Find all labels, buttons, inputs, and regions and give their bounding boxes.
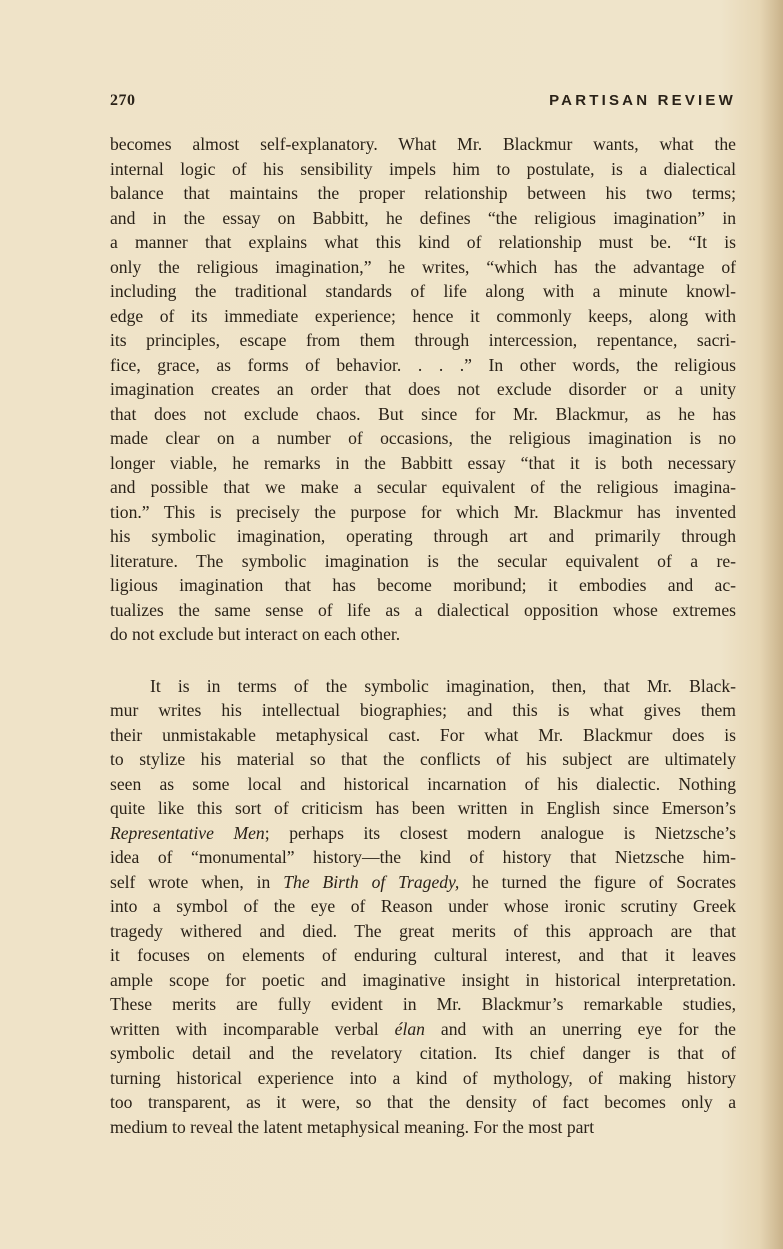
text-segment: imagination creates an order that does not exclude disorder or a unity [110, 379, 736, 399]
text-line [110, 747, 736, 772]
text-segment: mur writes his intellectual biographies; and this is what gives them [110, 700, 736, 720]
text-segment: and with an unerring eye for the [424, 1018, 736, 1039]
text-segment: too transparent, as it were, so that the density of fact becomes only a [110, 1092, 736, 1112]
text-segment: tion.” This is precisely the purpose for which Mr. Blackmur has invented [110, 501, 736, 522]
text-segment: to stylize his material so that the conflicts of his subject are ultimately [110, 749, 736, 769]
text-line [110, 181, 736, 206]
text-line [110, 796, 736, 821]
text-segment: fice, grace, as forms of behavior. . . .” In other words, the religious [110, 354, 736, 375]
text-segment: ample scope for poetic and imaginative insight in historical interpretation. [110, 969, 736, 990]
italic-title: élan [394, 1018, 425, 1039]
text-segment: it focuses on elements of enduring cultural interest, and that it leaves [110, 945, 736, 965]
text-line [110, 870, 736, 895]
text-line [110, 1041, 736, 1066]
paragraph-gap [110, 647, 736, 674]
text-segment: self wrote when, in [110, 871, 284, 892]
text-line [110, 622, 736, 647]
text-segment: It is in terms of the symbolic imagination, then, that Mr. Black- [150, 675, 736, 696]
text-line [110, 353, 736, 378]
text-line [110, 132, 736, 157]
text-line [110, 304, 736, 329]
text-line [110, 573, 736, 598]
text-line [110, 524, 736, 549]
text-segment: do not exclude but interact on each other. [110, 624, 401, 644]
text-segment: These merits are fully evident in Mr. Blackmur’s remarkable studies, [110, 994, 736, 1014]
text-segment: its principles, escape from them through intercession, repentance, sacri- [110, 330, 736, 350]
text-line [110, 230, 736, 255]
text-line [110, 206, 736, 231]
text-line [110, 328, 736, 353]
text-line [110, 968, 736, 993]
text-segment: into a symbol of the eye of Reason under whose ironic scrutiny Greek [110, 896, 736, 916]
text-segment: quite like this sort of criticism has been written in English since Emerson’s [110, 798, 736, 818]
text-segment: balance that maintains the proper relationship between his two terms; [110, 183, 736, 203]
text-line [110, 549, 736, 574]
text-segment: ; perhaps its closest modern analogue is Nietzsche’s [264, 822, 736, 843]
text-segment: he turned the figure of Socrates [459, 871, 736, 892]
text-line [110, 772, 736, 797]
text-segment: literature. The symbolic imagination is the secular equivalent of a re- [110, 550, 736, 571]
text-line [110, 426, 736, 451]
text-segment: and in the essay on Babbitt, he defines “the religious imagination” in [110, 207, 736, 228]
text-segment: medium to reveal the latent metaphysical meaning. For the most part [110, 1116, 595, 1137]
text-segment: only the religious imagination,” he writes, “which has the advantage of [110, 256, 736, 277]
text-line [110, 475, 736, 500]
text-segment: written with incomparable verbal [110, 1018, 395, 1039]
text-segment: turning historical experience into a kind of mythology, of making history [110, 1067, 736, 1088]
text-segment: his symbolic imagination, operating through art and primarily through [110, 526, 736, 546]
text-line [110, 402, 736, 427]
text-segment: a manner that explains what this kind of relationship must be. “It is [110, 232, 736, 252]
text-line [110, 919, 736, 944]
text-segment: made clear on a number of occasions, the religious imagination is no [110, 428, 736, 448]
text-line [110, 698, 736, 723]
text-segment: edge of its immediate experience; hence it commonly keeps, along with [110, 305, 736, 326]
text-segment: including the traditional standards of life along with a minute knowl- [110, 281, 736, 301]
text-line [110, 500, 736, 525]
text-line [110, 992, 736, 1017]
text-line [110, 279, 736, 304]
text-line [110, 723, 736, 748]
text-segment: idea of “monumental” history—the kind of history that Nietzsche him- [110, 847, 736, 867]
text-segment: seen as some local and historical incarnation of his dialectic. Nothing [110, 773, 736, 794]
text-line [110, 157, 736, 182]
text-line [110, 943, 736, 968]
text-segment: that does not exclude chaos. But since for Mr. Blackmur, as he has [110, 403, 736, 424]
italic-title: Representative Men [110, 822, 265, 843]
text-segment: tragedy withered and died. The great merits of this approach are that [110, 920, 736, 941]
text-segment: ligious imagination that has become moribund; it embodies and ac- [110, 575, 736, 595]
text-segment: and possible that we make a secular equivalent of the religious imagina- [110, 477, 736, 497]
paragraph [110, 132, 736, 647]
page-header [110, 92, 736, 114]
text-segment: becomes almost self-explanatory. What Mr. Blackmur wants, what the [110, 134, 736, 154]
paragraph [110, 674, 736, 1140]
italic-title: The Birth of Tragedy, [283, 871, 460, 892]
page-number: 270 [110, 92, 136, 109]
text-segment: tualizes the same sense of life as a dialectical opposition whose extremes [110, 599, 736, 620]
text-segment: symbolic detail and the revelatory citation. Its chief danger is that of [110, 1043, 736, 1063]
text-line [110, 451, 736, 476]
body-text [110, 132, 736, 1139]
text-line [110, 845, 736, 870]
text-segment: longer viable, he remarks in the Babbitt essay “that it is both necessary [110, 452, 736, 473]
running-head: PARTISAN REVIEW [549, 92, 736, 109]
text-line [110, 1066, 736, 1091]
text-line [110, 255, 736, 280]
text-line [110, 598, 736, 623]
text-segment: their unmistakable metaphysical cast. For what Mr. Blackmur does is [110, 724, 736, 745]
text-line [110, 1017, 736, 1042]
text-line [110, 377, 736, 402]
text-line [110, 674, 736, 699]
text-line [110, 1090, 736, 1115]
text-line [110, 1115, 736, 1140]
text-segment: internal logic of his sensibility impels him to postulate, is a dialectical [110, 158, 736, 179]
text-line [110, 894, 736, 919]
text-line [110, 821, 736, 846]
